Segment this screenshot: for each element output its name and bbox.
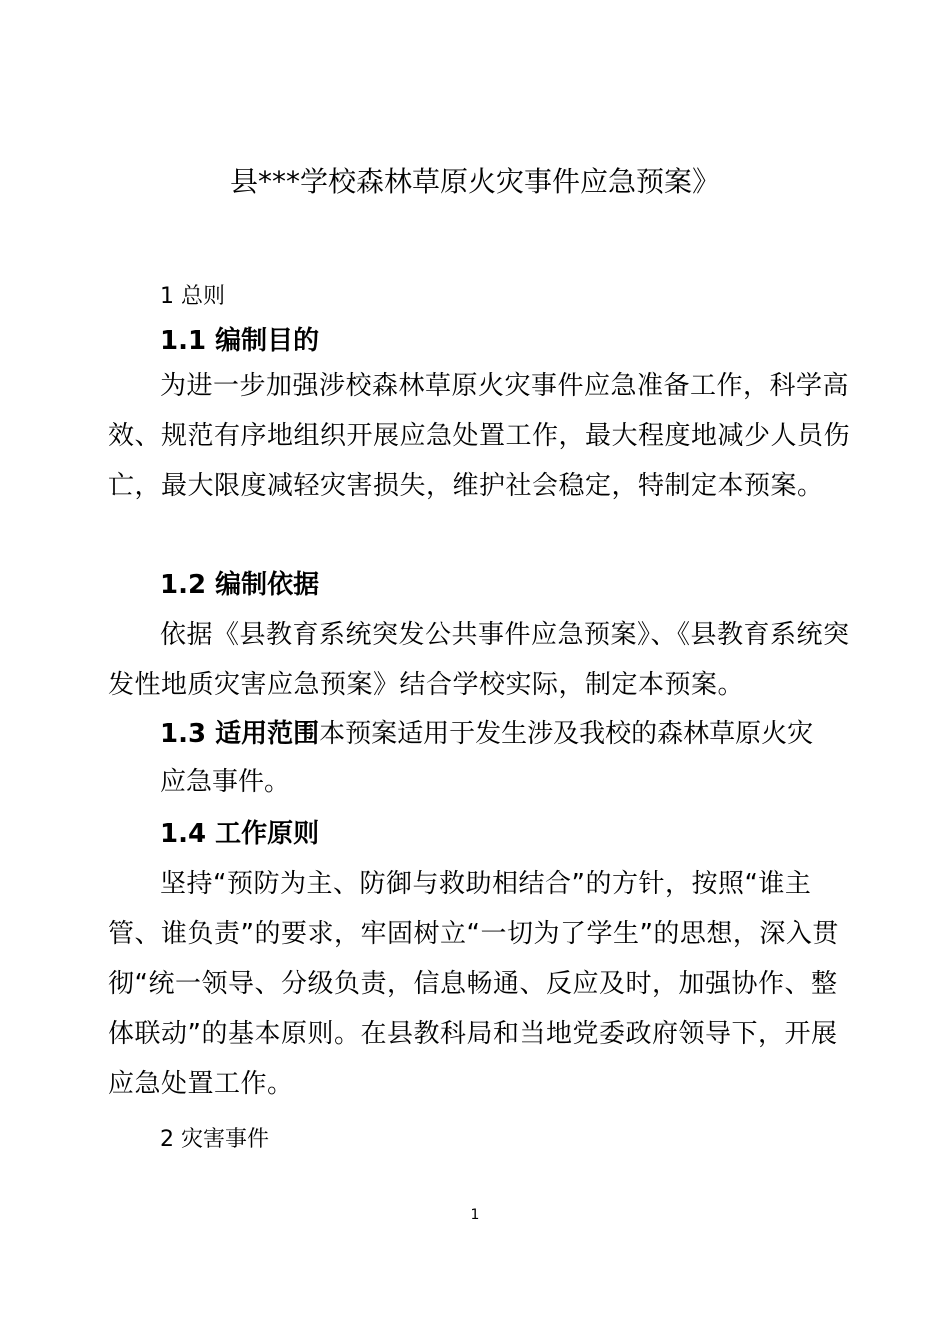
section-heading-disaster-events: 2 灾害事件	[160, 1127, 269, 1152]
document-title: 县***学校森林草原火灾事件应急预案》	[229, 165, 720, 198]
section-heading-general: 1 总则	[160, 284, 225, 309]
paragraph-purpose: 为进一步加强涉校森林草原火灾事件应急准备工作，科学高效、规范有序地组织开展应急处置工作，最大程度地减少人员伤亡，最大限度减轻灾害损失，维护社会稳定，特制定本预案。	[108, 371, 851, 501]
paragraph-basis: 依据《县教育系统突发公共事件应急预案》、《县教育系统突发性地质灾害应急预案》结合学校实际，制定本预案。	[108, 620, 850, 700]
paragraph-scope-continuation: 应急事件。	[160, 767, 291, 797]
heading-scope: 1.3 适用范围	[160, 719, 320, 749]
heading-basis: 1.2 编制依据	[160, 570, 320, 600]
scope-line	[160, 712, 813, 756]
heading-principles: 1.4 工作原则	[160, 819, 320, 849]
paragraph-principles: 坚持“预防为主、防御与救助相结合”的方针，按照“谁主管、谁负责”的要求，牢固树立“一切为了学生”的思想，深入贯彻“统一领导、分级负责，信息畅通、反应及时，加强协作、整体联动”的基本原则。在县教科局和当地党委政府领导下，开展应急处置工作。	[108, 869, 839, 1099]
heading-purpose: 1.1 编制目的	[160, 326, 320, 356]
page-number: 1	[470, 1207, 480, 1223]
paragraph-scope-text: 本预案适用于发生涉及我校的森林草原火灾	[319, 719, 814, 749]
